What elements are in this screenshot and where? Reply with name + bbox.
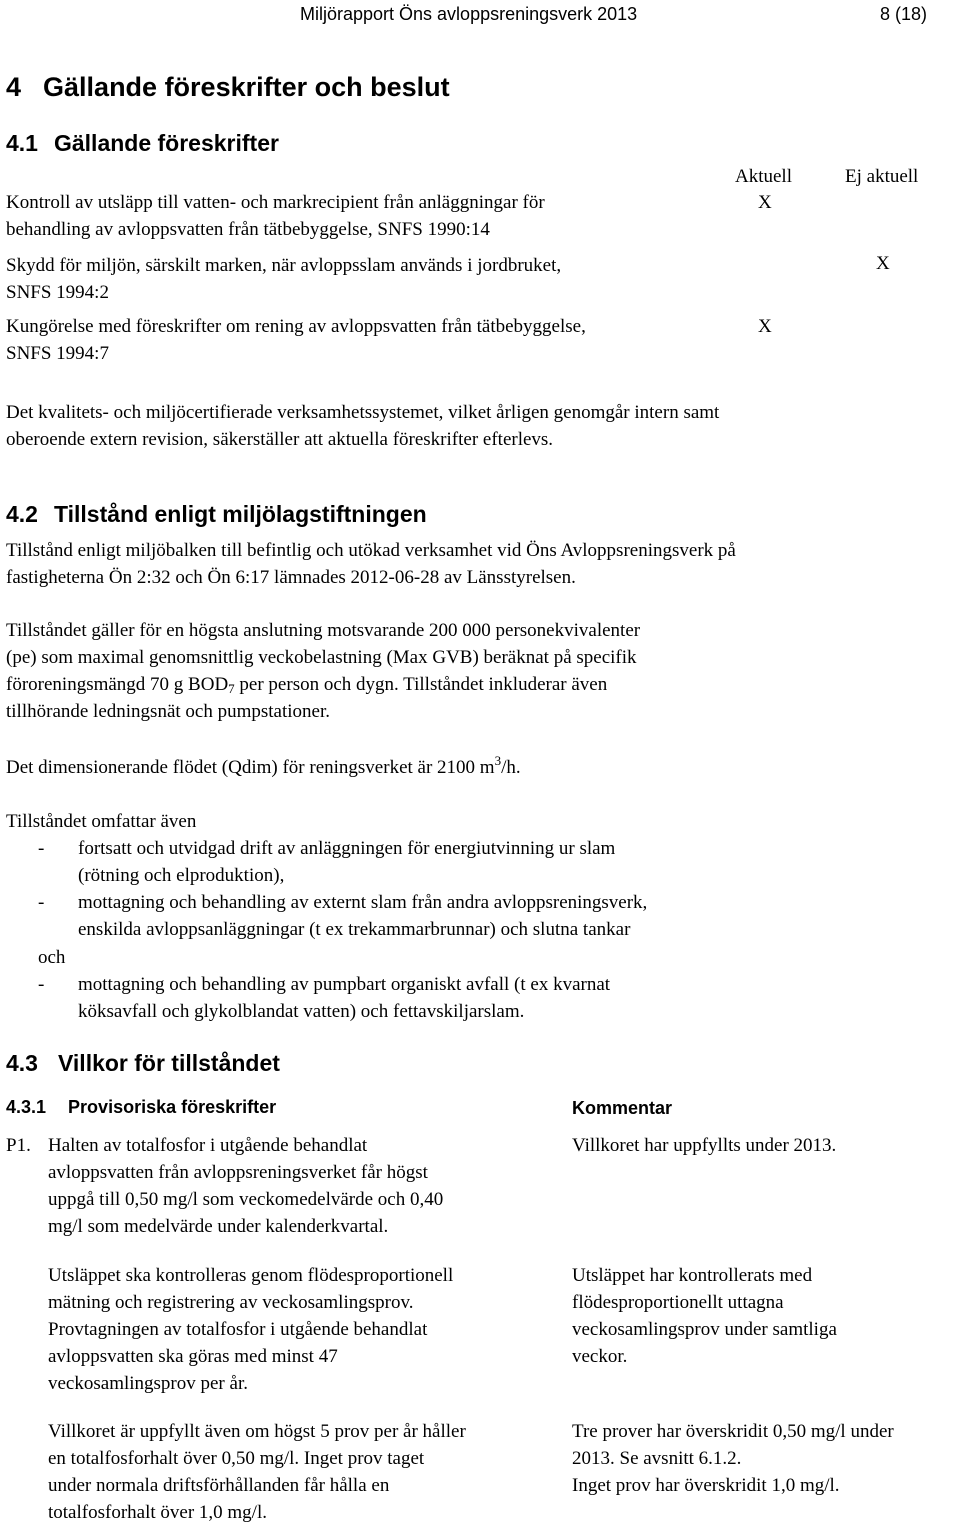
comment-line: Villkoret har uppfyllts under 2013. [572,1135,837,1156]
section-4-3-heading [6,1050,280,1077]
paragraph-line: Tillstånd enligt miljöbalken till befintlig och utökad verksamhet vid Öns Avloppsreningsverk på [6,540,736,561]
regulation-text: Kontroll av utsläpp till vatten- och markrecipient från anläggningar för [6,192,545,213]
comment-line: Inget prov har överskridit 1,0 mg/l. [572,1475,840,1496]
column-header-current: Aktuell [735,166,792,187]
section-4-3-title: Villkor för tillståndet [57,1050,280,1076]
paragraph-line: fastigheterna Ön 2:32 och Ön 6:17 lämnades 2012-06-28 av Länsstyrelsen. [6,567,576,588]
condition-line: mg/l som medelvärde under kalenderkvartal. [48,1216,389,1237]
paragraph-line: tillhörande ledningsnät och pumpstationer. [6,701,330,722]
text-run: /h. [501,757,521,778]
comment-line: Utsläppet har kontrollerats med [572,1265,813,1286]
bullet-line: fortsatt och utvidgad drift av anläggningen för energiutvinning ur slam [78,838,616,859]
note-line: oberoende extern revision, säkerställer att aktuella föreskrifter efterlevs. [6,429,554,450]
condition-line: Halten av totalfosfor i utgående behandlat [48,1135,368,1156]
bullet-line: mottagning och behandling av pumpbart organiskt avfall (t ex kvarnat [78,974,611,995]
text-run: Det dimensionerande flödet (Qdim) för reningsverket är 2100 m [6,757,495,778]
condition-line: Villkoret är uppfyllt även om högst 5 prov per år håller [48,1421,466,1442]
condition-line: avloppsvatten ska göras med minst 47 [48,1346,338,1367]
section-4-2-heading [6,501,427,528]
condition-line: veckosamlingsprov per år. [48,1373,248,1394]
section-4-heading [6,72,450,103]
comment-line: Tre prover har överskridit 0,50 mg/l under [572,1421,894,1442]
section-4-1-title: Gällande föreskrifter [53,130,279,156]
comment-column-header: Kommentar [572,1098,673,1118]
current-mark: X [758,192,772,213]
regulation-text: Kungörelse med föreskrifter om rening av avloppsvatten från tätbebyggelse, [6,316,586,337]
current-mark: X [758,316,772,337]
capacity-paragraph [6,617,640,725]
permit-paragraph [6,537,736,591]
bullet-item-2 [78,889,647,943]
regulation-row-3 [6,313,586,367]
regulation-text: SNFS 1994:2 [6,282,109,303]
bullet-line: enskilda avloppsanläggningar (t ex trekammarbrunnar) och slutna tankar [78,919,631,940]
superscript: 3 [494,753,502,768]
paragraph-line: Tillståndet gäller för en högsta anslutning motsvarande 200 000 personekvivalenter [6,620,641,641]
bullet-item-1 [78,835,615,889]
section-4-3-number: 4.3 [6,1050,38,1076]
certification-note [6,399,719,453]
section-4-3-1-heading [6,1097,276,1118]
text-run: per person och dygn. Tillståndet inkluderar även [234,674,608,695]
section-4-3-1-number: 4.3.1 [6,1097,47,1117]
comment-line: veckosamlingsprov under samtliga [572,1319,837,1340]
section-4-title: Gällande föreskrifter och beslut [43,72,450,102]
condition-label: P1. [6,1135,31,1156]
text-run: föroreningsmängd 70 g BOD [6,674,229,695]
comment-text-b [572,1262,837,1370]
regulation-text: behandling av avloppsvatten från tätbebyggelse, SNFS 1990:14 [6,219,490,240]
comment-line: 2013. Se avsnitt 6.1.2. [572,1448,742,1469]
section-4-2-number: 4.2 [6,501,38,527]
flow-paragraph [6,754,521,781]
regulation-text: Skydd för miljön, särskilt marken, när avloppsslam används i jordbruket, [6,255,562,276]
condition-line: avloppsvatten från avloppsreningsverket får högst [48,1162,428,1183]
section-4-number: 4 [6,72,22,102]
condition-line: mätning och registrering av veckosamlingsprov. [48,1292,414,1313]
comment-text-a [572,1132,836,1159]
column-header-not-current: Ej aktuell [845,166,919,187]
paragraph-line [6,671,640,698]
running-header-title: Miljörapport Öns avloppsreningsverk 2013 [300,4,638,24]
condition-line: uppgå till 0,50 mg/l som veckomedelvärde och 0,40 [48,1189,444,1210]
section-4-1-heading [6,130,279,157]
condition-line: Utsläppet ska kontrolleras genom flödesproportionell [48,1265,454,1286]
regulation-row-2 [6,252,561,306]
condition-line: en totalfosforhalt över 0,50 mg/l. Inget prov taget [48,1448,425,1469]
comment-text-c [572,1418,894,1499]
page-number: 8 (18) [880,4,928,24]
regulation-text: SNFS 1994:7 [6,343,109,364]
comment-line: flödesproportionellt uttagna [572,1292,784,1313]
condition-text-a [48,1132,443,1240]
bullet-dash: - [38,974,45,995]
subscript: 7 [228,681,235,696]
condition-line: under normala driftsförhållanden får hålla en [48,1475,390,1496]
bullet-line: mottagning och behandling av externt slam från andra avloppsreningsverk, [78,892,648,913]
bullet-dash: - [38,838,45,859]
scope-intro: Tillståndet omfattar även [6,811,197,832]
bullet-dash: - [38,892,45,913]
not-current-mark: X [876,253,890,274]
condition-line: Provtagningen av totalfosfor i utgående behandlat [48,1319,428,1340]
condition-text-b [48,1262,453,1397]
regulation-row-1 [6,189,545,243]
och-connector: och [38,947,66,968]
comment-line: veckor. [572,1346,628,1367]
bullet-line: köksavfall och glykolblandat vatten) och fettavskiljarslam. [78,1001,525,1022]
section-4-3-1-title: Provisoriska föreskrifter [68,1097,277,1117]
paragraph-line: (pe) som maximal genomsnittlig veckobelastning (Max GVB) beräknat på specifik [6,647,637,668]
bullet-line: (rötning och elproduktion), [78,865,285,886]
section-4-2-title: Tillstånd enligt miljölagstiftningen [53,501,427,527]
bullet-item-3 [78,971,610,1025]
condition-line: totalfosforhalt över 1,0 mg/l. [48,1502,267,1523]
note-line: Det kvalitets- och miljöcertifierade verksamhetssystemet, vilket årligen genomgår intern samt [6,402,720,423]
section-4-1-number: 4.1 [6,130,38,156]
condition-text-c [48,1418,466,1526]
